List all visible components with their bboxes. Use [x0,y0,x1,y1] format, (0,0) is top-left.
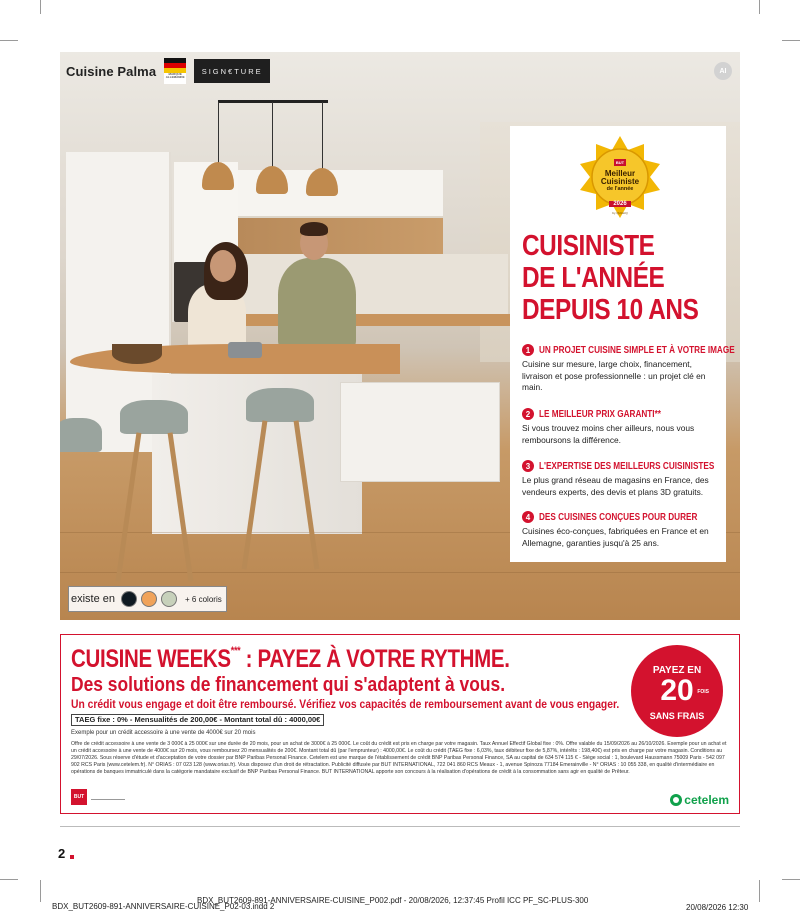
color-swatch[interactable] [121,591,137,607]
feature-text: Cuisine sur mesure, large choix, financement, livraison et pose professionnelle : un projet clé en main. [522,359,706,393]
photo-pot [228,342,262,358]
feature-text: Cuisines éco-conçues, fabriquées en France et en Allemagne, garanties jusqu'à 25 ans. [522,526,709,548]
color-swatch[interactable] [141,591,157,607]
page-number-dot [70,855,74,859]
award-line: de l'année [606,186,634,192]
financing-title-mark: *** [230,645,241,657]
feature-item [522,460,718,498]
crop-mark [759,0,760,14]
photo-stool [246,388,314,422]
photo-fruit-bowl [112,344,162,364]
page-number: 2 [58,846,66,861]
product-title: Cuisine Palma [66,63,157,79]
award-brand: BUT [615,160,625,165]
cetelem-logo [670,793,729,807]
crop-mark [782,40,800,41]
badge-bottom-text: SANS FRAIS [649,711,705,721]
photo-woman-head [210,250,236,282]
photo-man-hair [300,222,328,236]
financing-warning: Un crédit vous engage et doit être remboursé. Vérifiez vos capacités de remboursement avant de vous engager. [71,697,620,711]
photo-stool [120,400,188,434]
award-star-badge [577,134,663,220]
feature-title: UN PROJET CUISINE SIMPLE ET À VOTRE IMAGE [539,344,735,356]
cetelem-icon [670,794,682,806]
photo-stool-leg [116,432,142,581]
photo-man [278,258,356,350]
award-text [577,151,663,215]
but-tagline-mark [91,799,125,801]
headline-line: DEPUIS 10 ANS [522,294,699,326]
badge-fois: FOIS [697,689,709,695]
photo-floor [60,572,740,573]
crop-mark [782,879,800,880]
feature-title: DES CUISINES CONÇUES POUR DURER [539,511,698,523]
feature-number: 1 [522,344,534,356]
crop-mark [40,0,41,14]
photo-lamp-rail [218,100,328,103]
financing-title-rest: : PAYEZ À VOTRE RYTHME. [240,645,510,673]
color-options [68,586,227,612]
award-card [510,126,735,562]
print-slug-middle: BDX_BUT2609-891-ANNIVERSAIRE-CUISINE_P002.pdf - 20/08/2026, 12:37:45 Profil ICC PF_SC-PLUS-300 [197,896,589,905]
financing-title-main: CUISINE WEEKS [71,645,231,673]
headline-line: DE L'ANNÉE [522,262,665,294]
color-options-label: existe en [71,593,116,605]
feature-text: Le plus grand réseau de magasins en France, des vendeurs experts, des devis et plans 3D gratuits. [522,475,709,497]
financing-example: Exemple pour un crédit accessoire à une vente de 4000€ sur 20 mois [71,730,256,736]
financing-title [71,645,510,674]
award-source: by QUALIQ [612,211,628,215]
german-flag-icon [164,58,186,84]
print-slug-left: BDX_BUT2609-891-ANNIVERSAIRE-CUISINE_P02-03.indd 2 [52,902,275,911]
taeg-box: TAEG fixe : 0% - Mensualités de 200,00€ - Montant total dû : 4000,00€ [71,714,324,726]
feature-number: 3 [522,460,534,472]
feature-item [522,344,735,394]
headline-line: CUISINISTE [522,230,655,262]
feature-number: 2 [522,408,534,420]
cetelem-name: cetelem [684,793,729,807]
feature-item [522,511,718,549]
signature-logo: SIGN€TURE [194,59,270,83]
photo-island-cabinets [340,382,500,482]
flag-caption: MARQUE ALLEMANDE [164,73,186,84]
badge-top-text: PAYEZ EN [652,665,702,676]
crop-mark [40,880,41,902]
photo-back-counter [230,314,520,326]
ai-badge: AI [714,62,732,80]
hero-title-bar [60,52,270,90]
photo-wood-panel [238,218,443,254]
award-year: 2026 [609,201,630,207]
print-slug-right: 20/08/2026 12:30 [686,903,749,912]
feature-item [522,408,718,446]
photo-lamp-cord [272,102,273,168]
financing-box [60,634,740,814]
crop-mark [759,880,760,902]
color-swatch[interactable] [161,591,177,607]
photo-stool [60,418,102,452]
more-colors-text: + 6 coloris [185,594,222,604]
crop-mark [0,40,18,41]
award-line: Meilleur [604,169,636,178]
page-divider [60,826,740,827]
but-logo: BUT [71,789,87,805]
photo-lamp-cord [218,102,219,164]
financing-subtitle: Des solutions de financement qui s'adaptent à vous. [71,673,506,696]
feature-title: LE MEILLEUR PRIX GARANTI** [539,408,661,420]
feature-number: 4 [522,511,534,523]
photo-lamp-cord [322,102,323,170]
legal-text: Offre de crédit accessoire à une vente de 3 000€ à 25 000€ sur une durée de 20 mois, pour un achat de 3000€ à 25 000€. Le coût du crédit est pris en charge par votre magasin. Taux Annuel Effectif Global fixe : 0%. Offre valable du 15/09/2026 au 26/10/2026. Exemple pour un achat et un crédit accessoire à une vente de 4000€ sur 20 mois, vous remboursez 20 mensualités de 200€. Montant total dû (par l'emprunteur) : 4000,00€. Le coût du crédit (TAEG fixe : 6,03%, taux débiteur fixe de 5,87%, intérêts : 198,40€) est pris en charge par votre magasin. Conditions au 29/07/2026. Sous réserve d'étude et d'acceptation de votre dossier par BNP Paribas Personal Finance. Cetelem est une marque de l'établissement de crédit BNP Paribas Personal Finance, SA au capital de 634 574 115 € - Siège social : 1, boulevard Haussmann 75009 Paris - 542 097 902 RCS Paris (www.cetelem.fr). N° ORIAS : 07 023 128 (www.orias.fr). Vous disposez d'un droit de rétractation. Publicité diffusée par BUT INTERNATIONAL, 722 041 860 RCS Meaux - 1, avenue Spinoza 77184 Emerainville - N° ORIAS : 10 055 338, en qualité d'intermédiaire en opérations de banques immatriculé dans la catégorie mandataire exclusif de BNP Paribas Personal Finance. BUT INTERNATIONAL apporte son concours à la réalisation d'opérations de crédit à la consommation sans agir en qualité de Prêteur. [71,741,727,776]
award-line: Cuisiniste [600,177,640,186]
badge-number: 20 [660,674,694,707]
card-headline [522,230,699,326]
pay-in-20-badge [631,645,723,737]
crop-mark [0,879,18,880]
feature-text: Si vous trouvez moins cher ailleurs, nous vous remboursons la différence. [522,423,695,445]
feature-title: L'EXPERTISE DES MEILLEURS CUISINISTES [539,460,715,472]
